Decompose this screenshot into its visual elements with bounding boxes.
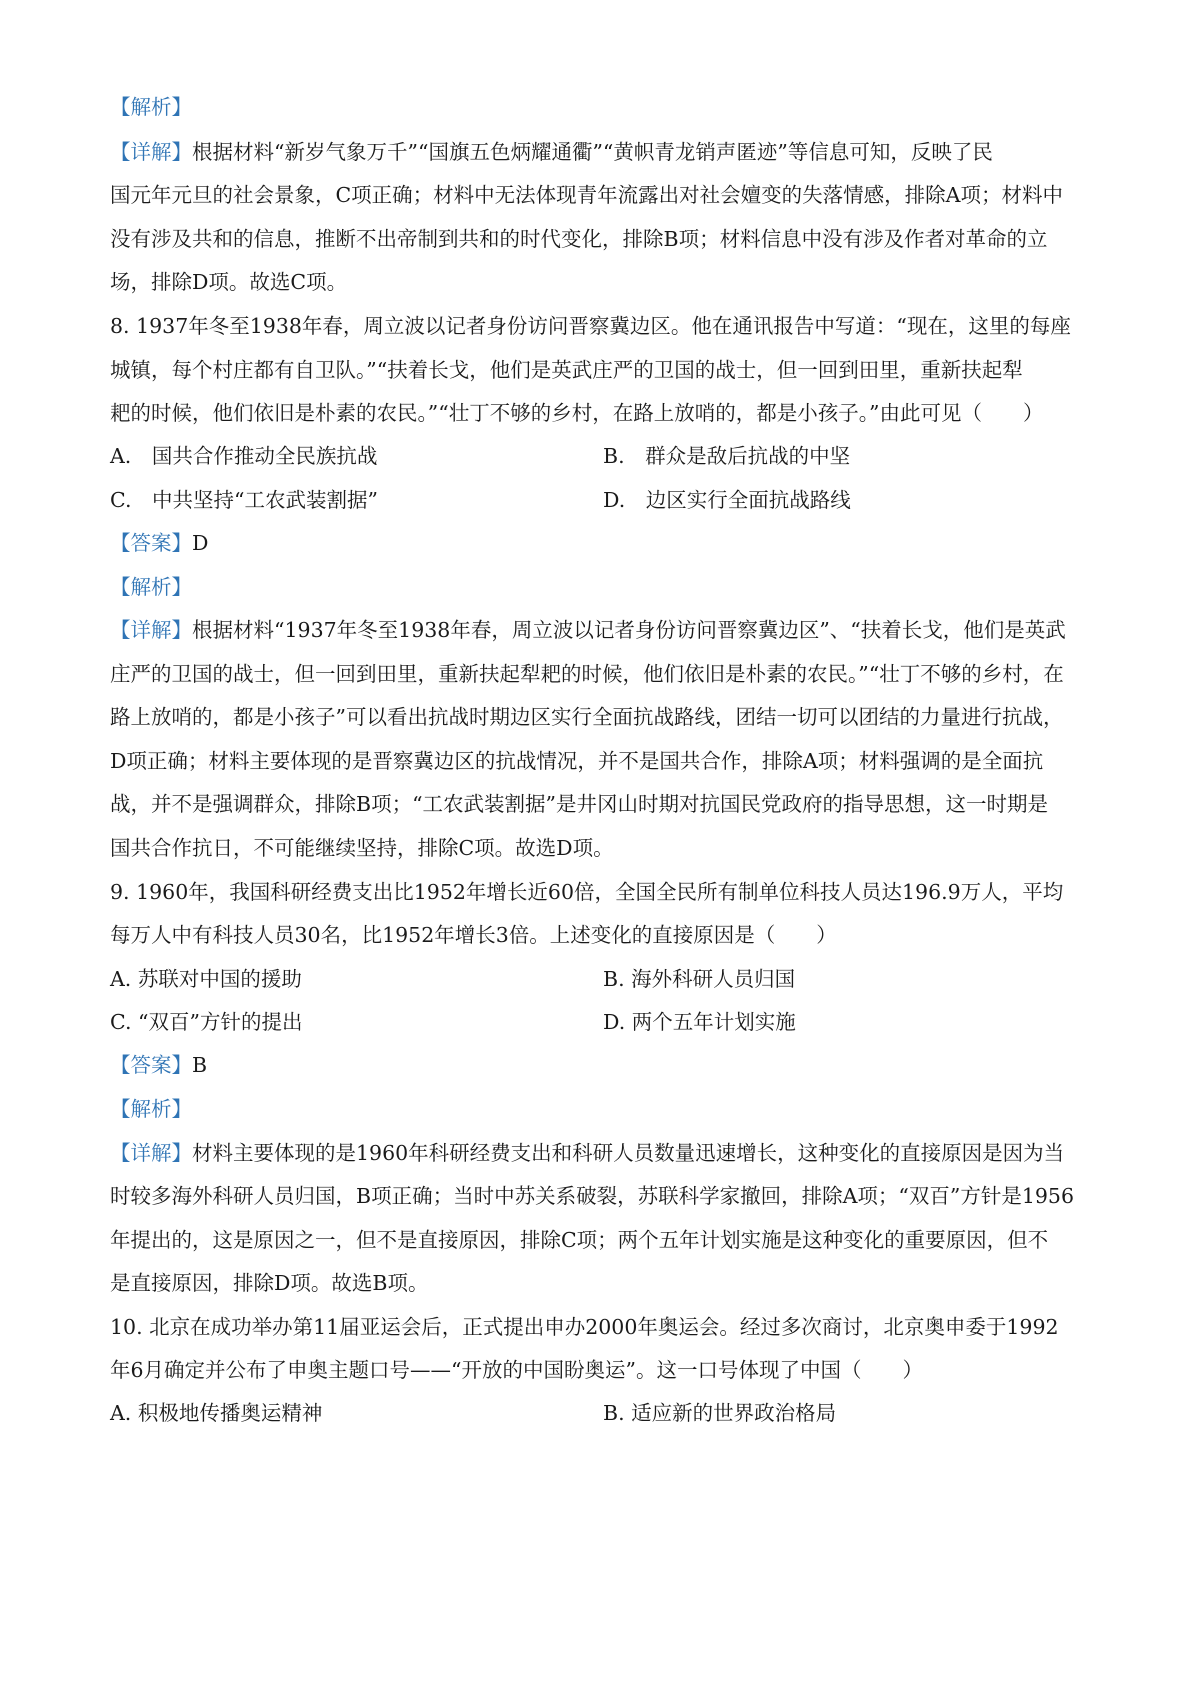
analysis-heading: 【解析】 — [110, 95, 192, 119]
q9-option-d: D. 两个五年计划实施 — [603, 1010, 796, 1034]
q8-analysis-heading: 【解析】 — [110, 575, 192, 599]
q9-analysis-heading: 【解析】 — [110, 1097, 192, 1121]
q8-detail-line: 【详解】根据材料“1937年冬至1938年春，周立波以记者身份访问晋察冀边区”、“扶着长戈，他们是英武 — [110, 618, 1066, 642]
q8-stem-line: 8. 1937年冬至1938年春，周立波以记者身份访问晋察冀边区。他在通讯报告中写道：“现在，这里的每座 — [110, 314, 1071, 338]
q9-option-a: A. 苏联对中国的援助 — [110, 967, 302, 991]
q7-detail-line: 【详解】根据材料“新岁气象万千”“国旗五色炳耀通衢”“黄帜青龙销声匿迹”等信息可知，反映了民 — [110, 140, 993, 164]
q9-detail-line: 是直接原因，排除D项。故选B项。 — [110, 1271, 429, 1295]
q9-detail-line: 【详解】材料主要体现的是1960年科研经费支出和科研人员数量迅速增长，这种变化的直接原因是因为当 — [110, 1141, 1065, 1165]
q7-detail-line: 场，排除D项。故选C项。 — [110, 270, 348, 294]
q9-stem-line: 每万人中有科技人员30名，比1952年增长3倍。上述变化的直接原因是（ ） — [110, 923, 837, 947]
q8-detail-line: D项正确；材料主要体现的是晋察冀边区的抗战情况，并不是国共合作，排除A项；材料强调的是全面抗 — [110, 749, 1044, 773]
q7-detail-line: 没有涉及共和的信息，推断不出帝制到共和的时代变化，排除B项；材料信息中没有涉及作者对革命的立 — [110, 227, 1048, 251]
q8-answer: 【答案】D — [110, 531, 209, 555]
q10-stem-line: 10. 北京在成功举办第11届亚运会后，正式提出申办2000年奥运会。经过多次商讨，北京奥申委于1992 — [110, 1315, 1059, 1339]
q8-option-c: C. 中共坚持“工农武装割据” — [110, 488, 378, 512]
q9-detail-line: 时较多海外科研人员归国，B项正确；当时中苏关系破裂，苏联科学家撤回，排除A项；“双百”方针是1956 — [110, 1184, 1074, 1208]
q9-detail-line: 年提出的，这是原因之一，但不是直接原因，排除C项；两个五年计划实施是这种变化的重要原因，但不 — [110, 1228, 1049, 1252]
q9-option-c: C. “双百”方针的提出 — [110, 1010, 303, 1034]
q8-stem-line: 城镇，每个村庄都有自卫队。”“扶着长戈，他们是英武庄严的卫国的战士，但一回到田里，重新扶起犁 — [110, 358, 1023, 382]
q10-option-b: B. 适应新的世界政治格局 — [603, 1401, 837, 1425]
q8-stem-line: 耙的时候，他们依旧是朴素的农民。”“壮丁不够的乡村，在路上放哨的，都是小孩子。”由此可见（ ） — [110, 401, 1044, 425]
q8-detail-line: 战，并不是强调群众，排除B项；“工农武装割据”是井冈山时期对抗国民党政府的指导思想，这一时期是 — [110, 792, 1049, 816]
q8-detail-line: 庄严的卫国的战士，但一回到田里，重新扶起犁耙的时候，他们依旧是朴素的农民。”“壮丁不够的乡村，在 — [110, 662, 1064, 686]
q8-detail-line: 路上放哨的，都是小孩子”可以看出抗战时期边区实行全面抗战路线，团结一切可以团结的力量进行抗战， — [110, 705, 1064, 729]
q9-option-b: B. 海外科研人员归国 — [603, 967, 796, 991]
q8-option-b: B. 群众是敌后抗战的中坚 — [603, 444, 851, 468]
q8-option-a: A. 国共合作推动全民族抗战 — [110, 444, 378, 468]
q9-answer: 【答案】B — [110, 1053, 208, 1077]
q10-option-a: A. 积极地传播奥运精神 — [110, 1401, 323, 1425]
q10-stem-line: 年6月确定并公布了申奥主题口号——“开放的中国盼奥运”。这一口号体现了中国（ ） — [110, 1358, 924, 1382]
q9-stem-line: 9. 1960年，我国科研经费支出比1952年增长近60倍，全国全民所有制单位科技人员达196.9万人，平均 — [110, 880, 1064, 904]
q8-option-d: D. 边区实行全面抗战路线 — [603, 488, 851, 512]
q8-detail-line: 国共合作抗日，不可能继续坚持，排除C项。故选D项。 — [110, 836, 614, 860]
q7-detail-line: 国元年元旦的社会景象，C项正确；材料中无法体现青年流露出对社会嬗变的失落情感，排除A项；材料中 — [110, 183, 1063, 207]
